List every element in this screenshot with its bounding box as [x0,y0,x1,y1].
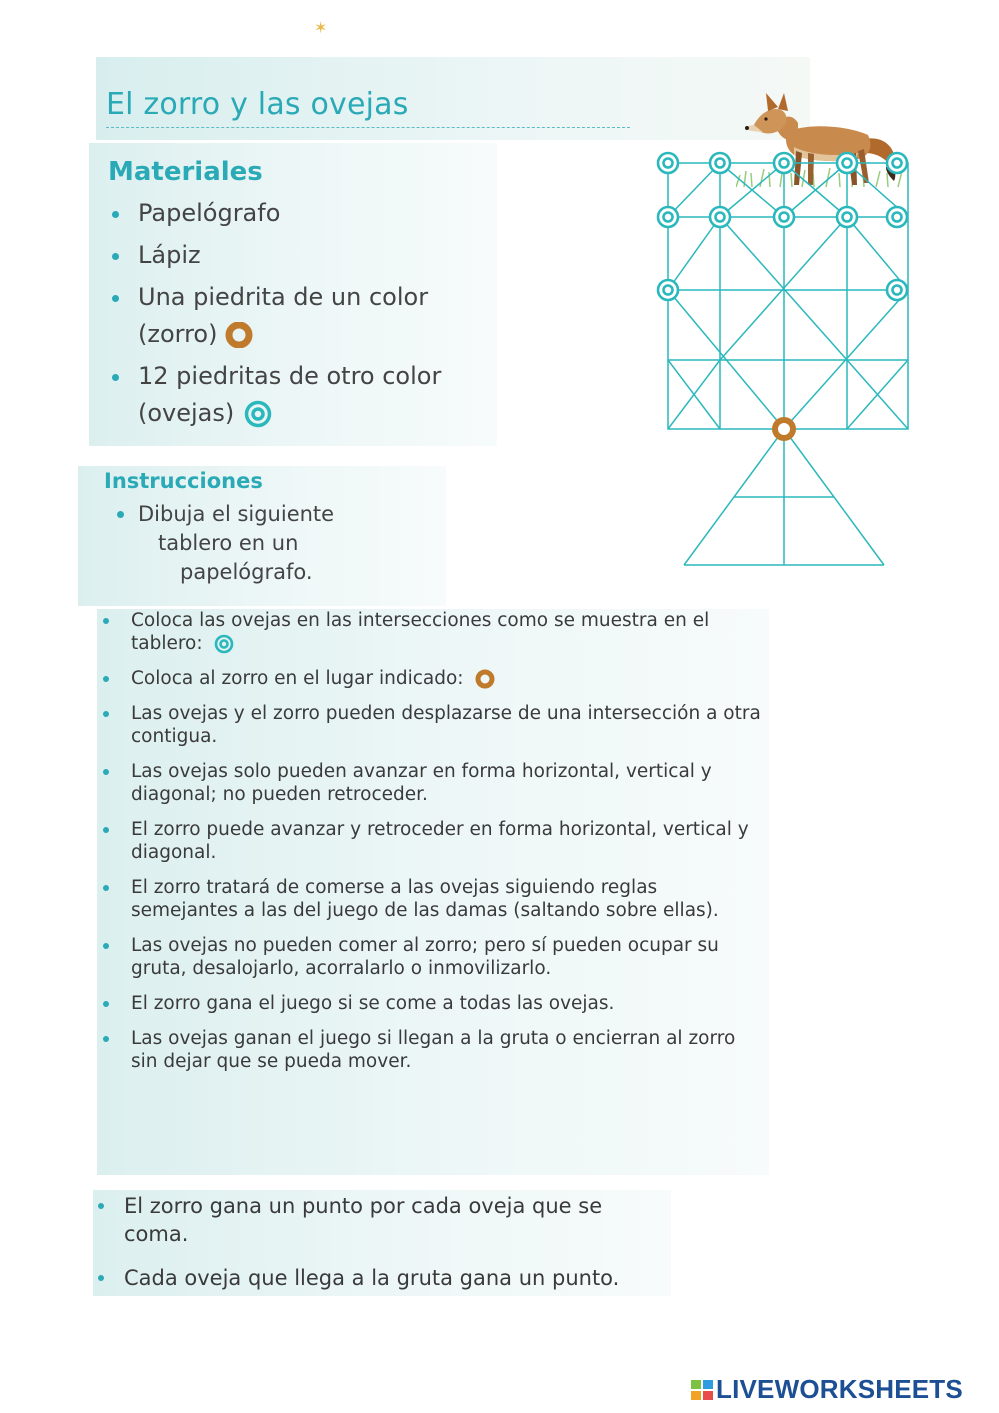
rule-text: Las ovejas solo pueden avanzar en forma horizontal, vertical y diagonal; no pueden retroceder. [131,761,712,805]
game-board-diagram [650,145,915,575]
instructions-title: Instrucciones [104,469,263,493]
list-item [97,934,769,980]
title-underline [106,127,630,128]
list-item [93,1192,671,1248]
scoring-section [93,1190,671,1296]
rule-text: El zorro gana el juego si se come a todas las ovejas. [131,993,615,1014]
page-title: El zorro y las ovejas [106,87,409,122]
liveworksheets-brand [690,1374,963,1405]
list-item [93,1264,671,1292]
scoring-text: Cada oveja que llega a la gruta gana un punto. [124,1266,620,1290]
list-item [97,818,769,864]
list-item [97,1027,769,1073]
list-item [97,876,769,922]
scoring-list [93,1192,671,1308]
list-item [97,667,769,690]
sheep-marker-icon [209,634,239,654]
materials-title: Materiales [108,157,263,187]
rule-text: El zorro tratará de comerse a las ovejas siguiendo reglas semejantes a las del juego de las damas (saltando sobre ellas). [131,877,719,921]
materials-section [89,143,497,446]
list-item [97,992,769,1015]
material-pencil: Lápiz [138,241,201,269]
list-item [107,195,497,232]
footer-brand-text: LIVEWORKSHEETS [716,1374,963,1404]
rule-text: Coloca las ovejas en las intersecciones como se muestra en el tablero: [131,610,710,654]
rule-text: Las ovejas no pueden comer al zorro; pero sí pueden ocupar su gruta, desalojarlo, acorralarlo o inmovilizarlo. [131,935,719,979]
fox-marker-icon [223,322,255,348]
decorative-star-icon: ✶ [314,18,328,37]
fox-marker [775,420,793,438]
list-item [97,760,769,806]
list-item [97,609,769,655]
fox-marker-icon [470,669,500,689]
sheep-marker-icon [240,400,276,428]
scoring-text: El zorro gana un punto por cada oveja que se coma. [124,1194,603,1246]
material-fox-stone: Una piedrita de un color (zorro) [138,283,429,348]
instruction-line: papelógrafo. [180,560,313,584]
sheep-markers [658,153,907,300]
instruction-line: tablero en un [158,531,299,555]
instruction-draw-board [138,500,334,587]
list-item [107,358,497,432]
list-item [107,279,497,353]
list-item [97,702,769,748]
rule-text: Las ovejas ganan el juego si llegan a la gruta o encierran al zorro sin dejar que se pueda mover. [131,1028,736,1072]
materials-list [107,195,497,437]
list-item [107,237,497,274]
instruction-line: Dibuja el siguiente [138,502,335,526]
rules-section [97,609,769,1175]
material-sheep-stones: 12 piedritas de otro color (ovejas) [138,362,442,427]
instructions-section [78,466,446,606]
rule-text: El zorro puede avanzar y retroceder en forma horizontal, vertical y diagonal. [131,819,749,863]
rule-text: Las ovejas y el zorro pueden desplazarse de una intersección a otra contigua. [131,703,761,747]
liveworksheets-logo-icon [690,1378,714,1402]
material-paper: Papelógrafo [138,199,281,227]
sheep-marker [658,153,907,300]
title-banner [96,57,810,140]
rule-text: Coloca al zorro en el lugar indicado: [131,668,464,689]
rules-list [97,609,769,1085]
